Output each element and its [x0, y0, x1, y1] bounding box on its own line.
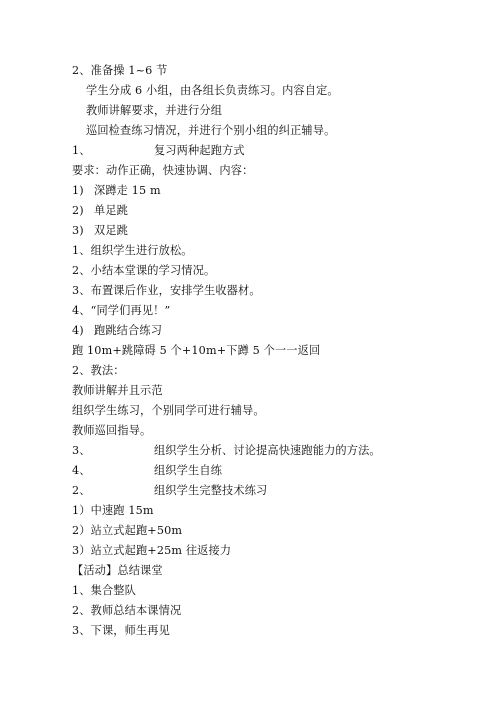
- text-line-requirements: 要求：动作正确，快速协调、内容：: [72, 164, 254, 177]
- line-text: 组织学生自练: [154, 464, 223, 477]
- text-line-groups: 学生分成 6 小组，由各组长负责练习。内容自定。: [86, 84, 339, 97]
- numbered-heading-review-start: [72, 143, 245, 159]
- text-line-teacher-explains: 教师讲解要求，并进行分组: [86, 104, 223, 117]
- numbered-line-discussion: [72, 443, 381, 459]
- text-line-relax: 1、组织学生进行放松。: [72, 244, 193, 257]
- text-line-standing-start-50: 2）站立式起跑+50m: [72, 524, 183, 537]
- text-line-run-sequence: 跑 10m+跳障碍 5 个+10m+下蹲 5 个一一返回: [72, 344, 321, 357]
- number-marker: 1): [72, 184, 84, 197]
- text-line-teacher-summary: 2、教师总结本课情况: [72, 604, 182, 617]
- text-line-methods: 2、教法：: [72, 364, 125, 377]
- text-line-assemble: 1、集合整队: [72, 584, 136, 597]
- number-marker: 4): [72, 324, 84, 337]
- list-item-single-leg-hop: [72, 203, 128, 219]
- list-item-text: 跑跳结合练习: [94, 324, 163, 337]
- text-line-demonstrate: 教师讲解并且示范: [72, 384, 163, 397]
- number-marker: 2、: [72, 484, 91, 497]
- number-marker: 3): [72, 224, 84, 237]
- number-marker: 1、: [72, 144, 91, 157]
- text-line-patrol-guidance: 教师巡回指导。: [72, 424, 152, 437]
- text-line-goodbye: 4、“同学们再见！”: [72, 304, 171, 317]
- text-line-organize-practice: 组织学生练习，个别同学可进行辅导。: [72, 404, 265, 417]
- text-line-medium-run: 1）中速跑 15m: [72, 504, 154, 517]
- list-item-text: 双足跳: [94, 224, 129, 237]
- number-marker: 3、: [72, 444, 91, 457]
- section-heading-activity: 【活动】总结课堂: [72, 564, 163, 577]
- list-item-text: 深蹲走 15 m: [94, 184, 161, 197]
- text-line-dismiss: 3、下课，师生再见: [72, 624, 170, 637]
- list-item-double-leg-hop: [72, 223, 128, 239]
- numbered-line-full-technique: [72, 483, 267, 499]
- list-item-text: 单足跳: [94, 204, 129, 217]
- list-item-deep-squat-walk: [72, 183, 161, 199]
- line-text: 组织学生分析、讨论提高快速跑能力的方法。: [154, 444, 381, 457]
- heading-text: 复习两种起跑方式: [154, 144, 245, 157]
- text-line-homework: 3、布置课后作业，安排学生收器材。: [72, 284, 261, 297]
- text-line-standing-start-relay: 3）站立式起跑+25m 往返接力: [72, 544, 232, 557]
- text-line-warmup: 2、准备操 1~6 节: [72, 64, 168, 77]
- text-line-inspection: 巡回检查练习情况，并进行个别小组的纠正辅导。: [86, 124, 336, 137]
- number-marker: 4、: [72, 464, 91, 477]
- number-marker: 2): [72, 204, 84, 217]
- line-text: 组织学生完整技术练习: [154, 484, 268, 497]
- list-item-run-jump: [72, 323, 162, 339]
- text-line-summary: 2、小结本堂课的学习情况。: [72, 264, 216, 277]
- numbered-line-self-practice: [72, 463, 222, 479]
